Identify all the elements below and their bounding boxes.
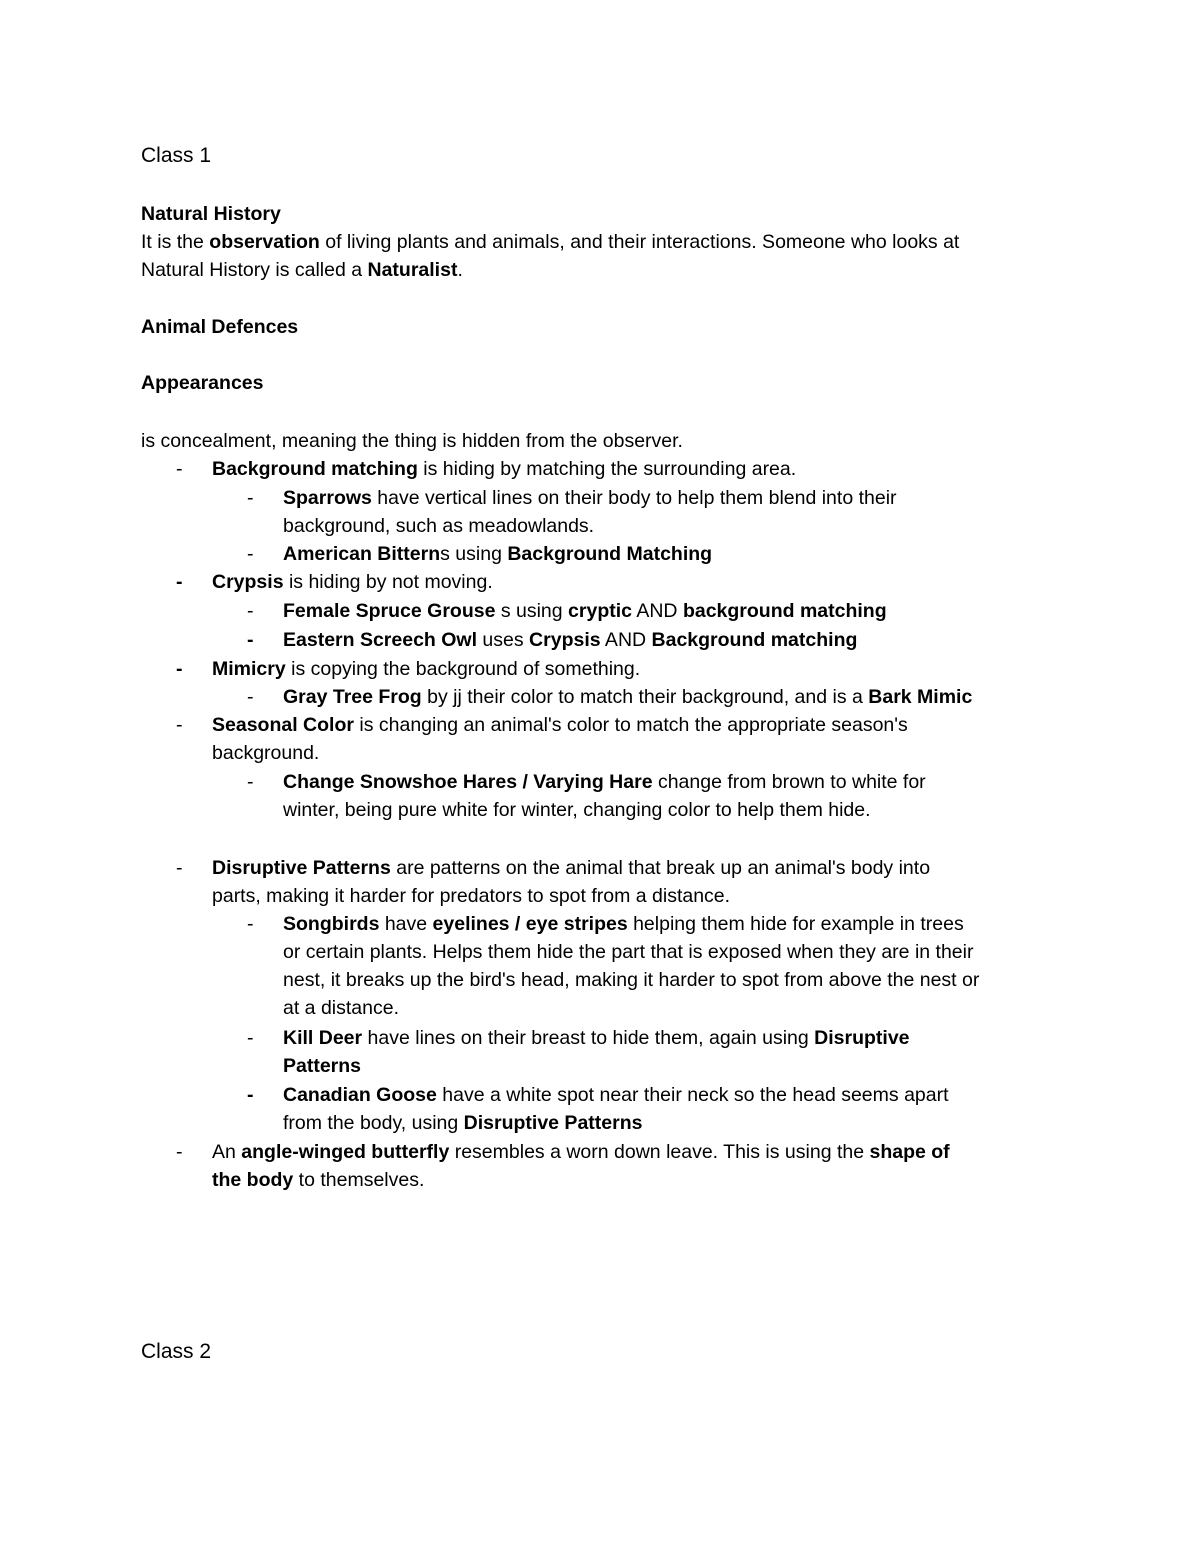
bullet-dash: - [176,857,183,879]
bullet-dash: - [247,600,254,622]
text-run: have lines on their breast to hide them, again using [362,1027,815,1049]
animal-defences-heading: Animal Defences [141,316,299,338]
term-spruce-grouse: Female Spruce Grouse [283,600,496,622]
text-run: is changing an animal's color to match the appropriate season's [353,714,908,736]
list-item-angle-winged-butterfly [212,1138,950,1166]
bullet-dash: - [247,771,254,793]
text-run: Natural History is called a [141,259,368,281]
list-item-canadian-goose [283,1081,949,1109]
bullet-dash: - [247,1027,254,1049]
list-item-kill-deer [283,1024,910,1052]
text-run: s using [440,543,508,565]
term-background-matching: background matching [682,600,887,622]
text-run: s using [495,600,569,622]
term-mimicry: Mimicry [212,658,286,680]
list-item-spruce-grouse [283,597,887,625]
term-shape-of: shape of [869,1141,950,1163]
term-naturalist: Naturalist [367,259,458,281]
text-run: uses [477,629,530,651]
text-run: to themselves. [293,1169,425,1191]
term-the-body: the body [212,1169,294,1191]
list-item-background-matching [212,455,796,483]
text-run: resembles a worn down leave. This is using the [449,1141,870,1163]
bullet-dash: - [247,629,254,651]
bullet-dash: - [247,686,254,708]
bullet-dash: - [176,658,183,680]
class-1-heading: Class 1 [141,144,212,167]
term-observation: observation [209,231,320,253]
term-disruptive: Disruptive [814,1027,910,1049]
text-run: change from brown to white for [652,771,926,793]
natural-history-paragraph-line-2 [141,256,463,284]
text-run: from the body, using [283,1112,464,1134]
term-gray-tree-frog: Gray Tree Frog [283,686,422,708]
term-sparrows: Sparrows [283,487,372,509]
text-run: of living plants and animals, and their interactions. Someone who looks at [319,231,960,253]
bullet-dash: - [247,487,254,509]
term-background-matching: Background matching [651,629,858,651]
term-angle-winged-butterfly: angle-winged butterfly [241,1141,450,1163]
text-run: is hiding by matching the surrounding area. [417,458,797,480]
term-background-matching: Background matching [212,458,418,480]
term-cryptic: cryptic [568,600,632,622]
text-run: AND [600,629,652,651]
list-item-crypsis [212,568,493,596]
list-item-songbirds-cont-3: at a distance. [283,997,399,1019]
list-item-gray-tree-frog [283,683,972,711]
term-disruptive-patterns: Disruptive Patterns [463,1112,643,1134]
term-songbirds: Songbirds [283,913,380,935]
text-run: . [457,259,463,281]
list-item-disruptive-patterns [212,854,930,882]
list-item-sparrows [283,484,897,512]
list-item-songbirds [283,910,964,938]
list-item-songbirds-cont-1: or certain plants. Helps them hide the part that is exposed when they are in their [283,941,974,963]
term-snowshoe-hare: Change Snowshoe Hares / Varying Hare [283,771,653,793]
list-item-sparrows-cont: background, such as meadowlands. [283,515,595,537]
text-run: are patterns on the animal that break up an animal's body into [390,857,931,879]
list-item-screech-owl [283,626,857,654]
term-screech-owl: Eastern Screech Owl [283,629,478,651]
text-run: is hiding by not moving. [283,571,493,593]
class-2-heading: Class 2 [141,1340,212,1363]
bullet-dash: - [247,543,254,565]
bullet-dash: - [176,714,183,736]
list-item-mimicry [212,655,640,683]
appearances-heading: Appearances [141,372,264,394]
bullet-dash: - [176,458,183,480]
list-item-disruptive-patterns-cont: parts, making it harder for predators to spot from a distance. [212,885,731,907]
text-run: An [212,1141,242,1163]
list-item-snowshoe-hare [283,768,926,796]
list-item-kill-deer-cont: Patterns [283,1055,362,1077]
bullet-dash: - [176,1141,183,1163]
text-run: helping them hide for example in trees [627,913,964,935]
text-run: have [379,913,433,935]
natural-history-paragraph-line-1 [141,228,959,256]
bullet-dash: - [176,571,183,593]
text-run: by jj their color to match their background, and is a [421,686,869,708]
term-background-matching: Background Matching [507,543,713,565]
text-run: have a white spot near their neck so the head seems apart [436,1084,949,1106]
term-bark-mimic: Bark Mimic [868,686,973,708]
term-seasonal-color: Seasonal Color [212,714,354,736]
list-item-seasonal-color-cont: background. [212,742,320,764]
term-crypsis: Crypsis [212,571,284,593]
natural-history-heading: Natural History [141,203,281,225]
text-run: AND [632,600,683,622]
list-item-american-bittern [283,540,712,568]
bullet-dash: - [247,913,254,935]
term-american-bittern: American Bittern [283,543,441,565]
term-canadian-goose: Canadian Goose [283,1084,437,1106]
list-item-angle-winged-butterfly-cont [212,1166,424,1194]
list-item-canadian-goose-cont [283,1109,642,1137]
term-kill-deer: Kill Deer [283,1027,363,1049]
term-crypsis: Crypsis [529,629,601,651]
text-run: have vertical lines on their body to help them blend into their [371,487,897,509]
bullet-dash: - [247,1084,254,1106]
text-run: It is the [141,231,210,253]
appearances-intro: is concealment, meaning the thing is hidden from the observer. [141,430,683,452]
term-eye-stripes: eyelines / eye stripes [432,913,628,935]
list-item-songbirds-cont-2: nest, it breaks up the bird's head, making it harder to spot from above the nest or [283,969,980,991]
list-item-snowshoe-hare-cont: winter, being pure white for winter, changing color to help them hide. [283,799,871,821]
term-disruptive-patterns: Disruptive Patterns [212,857,391,879]
text-run: is copying the background of something. [285,658,641,680]
list-item-seasonal-color [212,711,908,739]
